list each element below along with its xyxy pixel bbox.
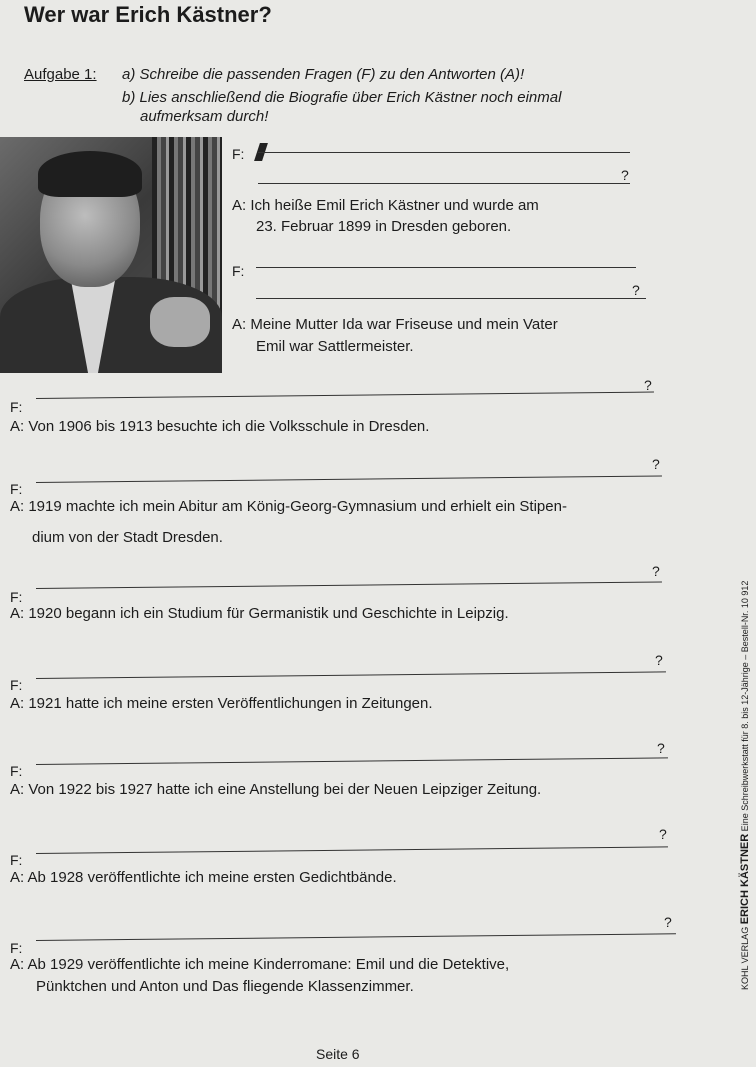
question-mark: ? xyxy=(652,456,660,472)
question-label: F: xyxy=(232,146,245,162)
question-mark: ? xyxy=(657,740,665,756)
question-mark: ? xyxy=(632,282,640,298)
hair xyxy=(38,151,142,197)
question-label: F: xyxy=(10,677,23,693)
task-instruction-b: b) Lies anschließend die Biografie über Erich Kästner noch einmal xyxy=(122,89,562,106)
question-label: F: xyxy=(10,763,23,779)
publisher-sidebar xyxy=(728,560,750,990)
hand xyxy=(150,297,210,347)
page-title: Wer war Erich Kästner? xyxy=(24,2,272,27)
question-mark: ? xyxy=(652,563,660,579)
task-instruction-b-cont: aufmerksam durch! xyxy=(140,108,269,125)
question-label: F: xyxy=(10,940,23,956)
answer-text: dium von der Stadt Dresden. xyxy=(32,529,223,546)
answer-line[interactable] xyxy=(258,152,630,153)
answer-text: Pünktchen und Anton und Das fliegende Klassenzimmer. xyxy=(36,978,414,995)
question-mark: ? xyxy=(659,826,667,842)
publisher-name: KOHL VERLAG xyxy=(740,926,750,990)
answer-text: A: Ab 1928 veröffentlichte ich meine ersten Gedichtbände. xyxy=(10,869,397,886)
answer-line[interactable] xyxy=(36,475,662,483)
answer-text: A: 1921 hatte ich meine ersten Veröffentlichungen in Zeitungen. xyxy=(10,695,433,712)
question-label: F: xyxy=(232,263,245,279)
answer-text: A: Von 1906 bis 1913 besuchte ich die Volksschule in Dresden. xyxy=(10,418,430,435)
answer-line[interactable] xyxy=(36,757,668,765)
answer-line[interactable] xyxy=(256,298,646,299)
answer-text: A: Meine Mutter Ida war Friseuse und mein Vater xyxy=(232,316,558,333)
answer-line[interactable] xyxy=(36,392,654,399)
question-mark: ? xyxy=(664,914,672,930)
answer-text: A: Von 1922 bis 1927 hatte ich eine Anstellung bei der Neuen Leipziger Zeitung. xyxy=(10,781,542,798)
answer-text: A: 1920 begann ich ein Studium für Germanistik und Geschichte in Leipzig. xyxy=(10,605,509,622)
answer-text: A: 1919 machte ich mein Abitur am König-Georg-Gymnasium und erhielt ein Stipen- xyxy=(10,498,567,515)
question-mark: ? xyxy=(621,167,629,183)
question-label: F: xyxy=(10,852,23,868)
answer-text: 23. Februar 1899 in Dresden geboren. xyxy=(256,218,512,235)
question-mark: ? xyxy=(655,652,663,668)
answer-text: A: Ab 1929 veröffentlichte ich meine Kinderromane: Emil und die Detektive, xyxy=(10,956,510,973)
answer-line[interactable] xyxy=(256,267,636,268)
task-instruction-a: a) Schreibe die passenden Fragen (F) zu den Antworten (A)! xyxy=(122,66,525,83)
question-label: F: xyxy=(10,589,23,605)
answer-line[interactable] xyxy=(258,183,630,184)
page-number: Seite 6 xyxy=(316,1046,360,1062)
question-label: F: xyxy=(10,399,23,415)
answer-text: Emil war Sattlermeister. xyxy=(256,338,414,355)
order-number: – Bestell-Nr. 10 912 xyxy=(740,580,750,660)
answer-line[interactable] xyxy=(36,933,676,941)
answer-line[interactable] xyxy=(36,671,666,679)
question-label: F: xyxy=(10,481,23,497)
question-mark: ? xyxy=(644,377,652,393)
book-subtitle: Eine Schreibwerkstatt für 8. bis 12-Jährige xyxy=(740,662,750,832)
answer-line[interactable] xyxy=(36,846,668,854)
answer-text: A: Ich heiße Emil Erich Kästner und wurde am xyxy=(232,197,539,214)
book-brand: ERICH KÄSTNER xyxy=(739,833,751,925)
task-label: Aufgabe 1: xyxy=(24,66,97,83)
portrait-photo xyxy=(0,137,222,373)
answer-line[interactable] xyxy=(36,581,662,589)
